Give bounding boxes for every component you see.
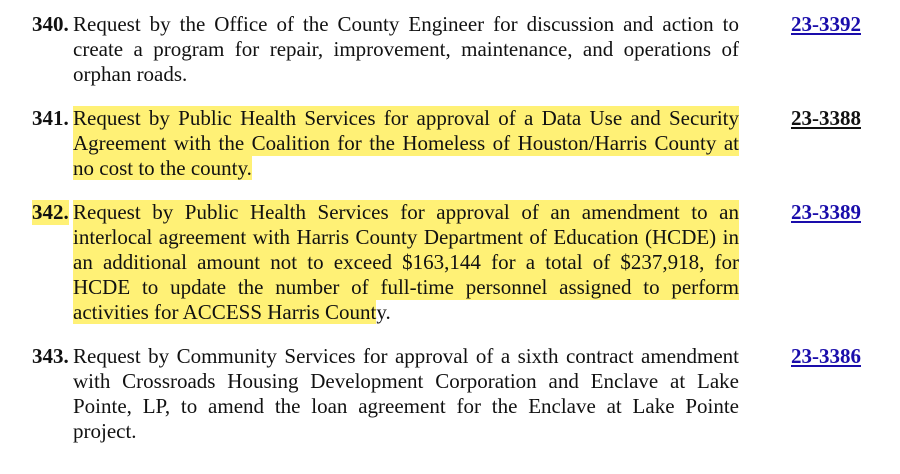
item-line: Request by Community Services for approval of a sixth contract amendment — [73, 344, 739, 368]
item-link-23-3386[interactable]: 23-3386 — [791, 344, 861, 368]
item-description — [73, 344, 739, 444]
item-number: 340. — [32, 12, 69, 36]
item-line: Pointe, LP, to amend the loan agreement for the Enclave at Lake Pointe — [73, 394, 739, 418]
item-description — [73, 106, 739, 181]
item-line: Request by the Office of the County Engineer for discussion and action to — [73, 12, 739, 36]
item-line-highlighted: Agreement with the Coalition for the Homeless of Houston/Harris County at — [73, 131, 739, 155]
item-line: orphan roads. — [73, 62, 188, 86]
item-line-highlighted: activities for ACCESS Harris Count — [73, 300, 377, 324]
item-link-23-3389[interactable]: 23-3389 — [791, 200, 861, 224]
item-line: create a program for repair, improvement, maintenance, and operations of — [73, 37, 739, 61]
item-line-highlighted: Request by Public Health Services for approval of a Data Use and Security — [73, 106, 739, 130]
item-line-wrap — [73, 300, 739, 325]
item-line-highlighted: interlocal agreement with Harris County Department of Education (HCDE) in — [73, 225, 739, 249]
item-line: with Crossroads Housing Development Corporation and Enclave at Lake — [73, 369, 739, 393]
item-description — [73, 12, 739, 87]
item-line-highlighted: HCDE to update the number of full-time personnel assigned to perform — [73, 275, 739, 299]
item-number: 343. — [32, 344, 69, 368]
item-line: project. — [73, 419, 137, 443]
item-line-highlighted: Request by Public Health Services for approval of an amendment to an — [73, 200, 739, 224]
item-number: 342. — [32, 200, 69, 224]
item-number: 341. — [32, 106, 69, 130]
item-link-23-3392[interactable]: 23-3392 — [791, 12, 861, 36]
item-description — [73, 200, 739, 325]
item-line-tail: y. — [376, 300, 391, 324]
item-link-23-3388[interactable]: 23-3388 — [791, 106, 861, 130]
item-line-wrap — [73, 156, 739, 181]
item-line-highlighted: no cost to the county. — [73, 156, 252, 180]
item-line-highlighted: an additional amount not to exceed $163,144 for a total of $237,918, for — [73, 250, 739, 274]
